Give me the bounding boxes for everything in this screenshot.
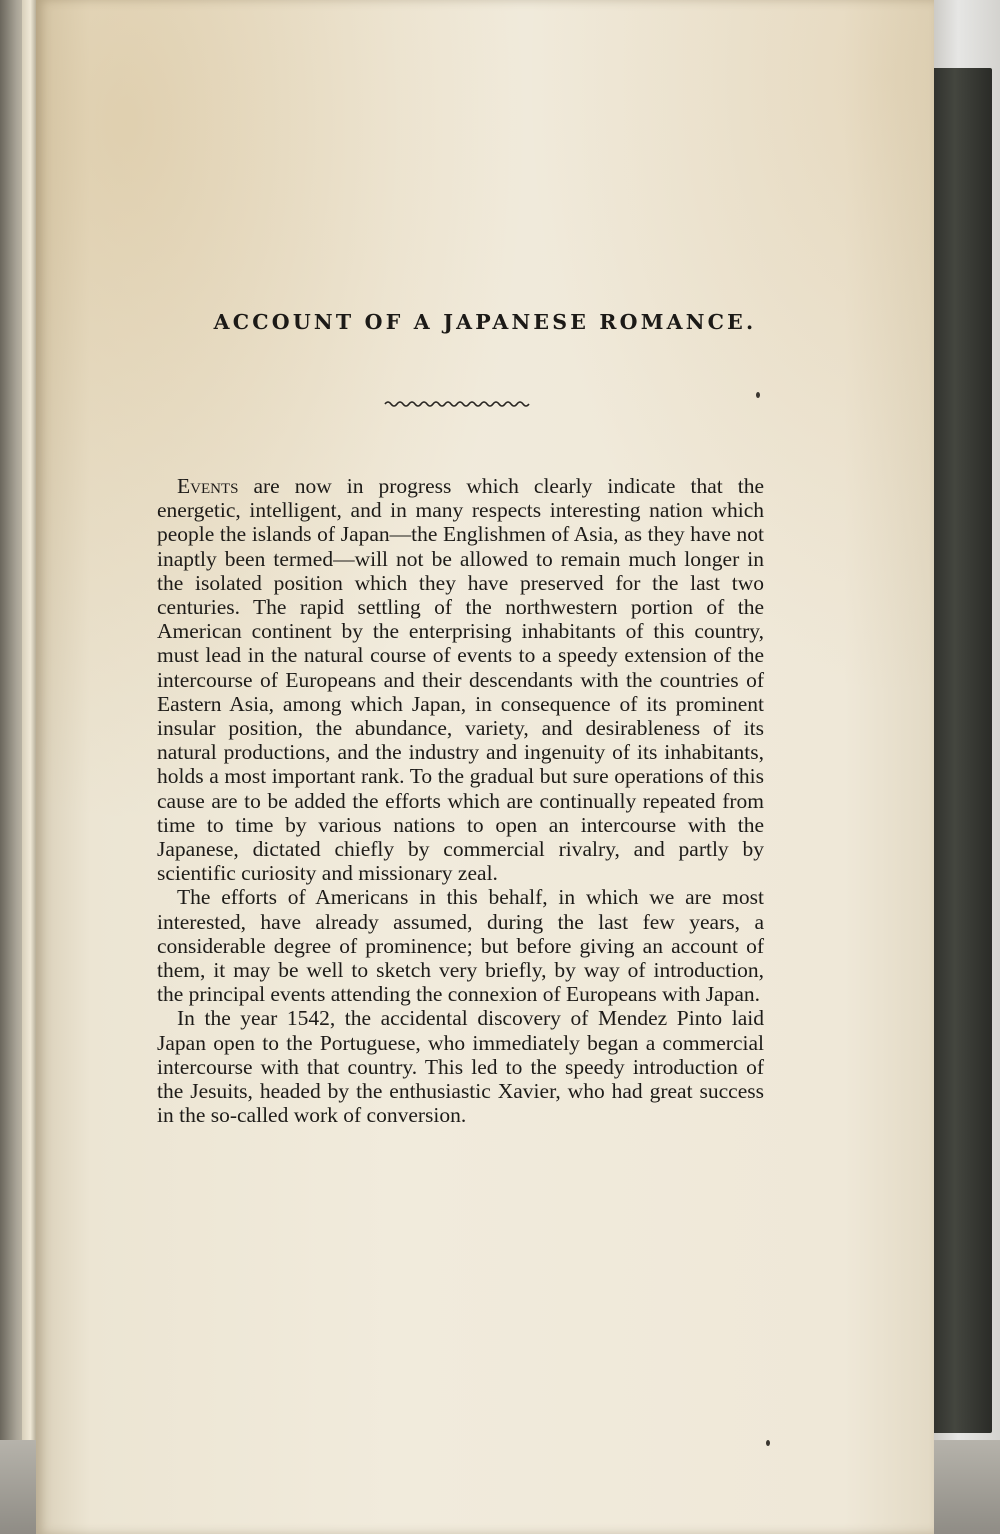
paragraph-lead: Events [177,474,239,498]
paragraph-text: are now in progress which clearly indicate that the energetic, intelligent, and in many respects interesting nation which people the islands of Japan—the Englishmen of Asia, as they have not inaptly been termed—will not be allowed to remain much longer in the isolated position which they have preserved for the last two centuries. The rapid settling of the northwestern portion of the American continent by the enterprising inhabitants of this country, must lead in the natural course of events to a speedy extension of the intercourse of Europeans and their descendants with the countries of Eastern Asia, among which Japan, in consequence of its prominent insular position, the abundance, variety, and desirableness of its natural productions, and the industry and ingenuity of its inhabitants, holds a most important rank. To the gradual but sure operations of this cause are to be added the efforts which are continually repeated from time to time by various nations to open an intercourse with the Japanese, dictated chiefly by commercial rivalry, and partly by scientific curiosity and missionary zeal. [157,474,764,886]
book-page [36,0,934,1534]
paragraph-3: In the year 1542, the accidental discovery of Mendez Pinto laid Japan open to the Portuguese, who immediately began a commercial intercourse with that country. This led to the speedy introduction of the Jesuits, headed by the enthusiastic Xavier, who had great success in the so-called work of conversion. [157,1006,764,1128]
ornament-divider [383,398,533,410]
speck [756,392,760,398]
speck [766,1440,770,1446]
page-edge-left [22,0,36,1534]
page-title: ACCOUNT OF A JAPANESE ROMANCE. [213,310,757,334]
book-spine-right [930,68,992,1433]
paragraph-2: The efforts of Americans in this behalf, in which we are most interested, have already assumed, during the last few years, a considerable degree of prominence; but before giving an account of them, it may be well to sketch very briefly, by way of introduction, the principal events attending the connexion of Europeans with Japan. [157,885,764,1007]
paragraph-1 [157,474,764,885]
body-text [157,474,764,1127]
